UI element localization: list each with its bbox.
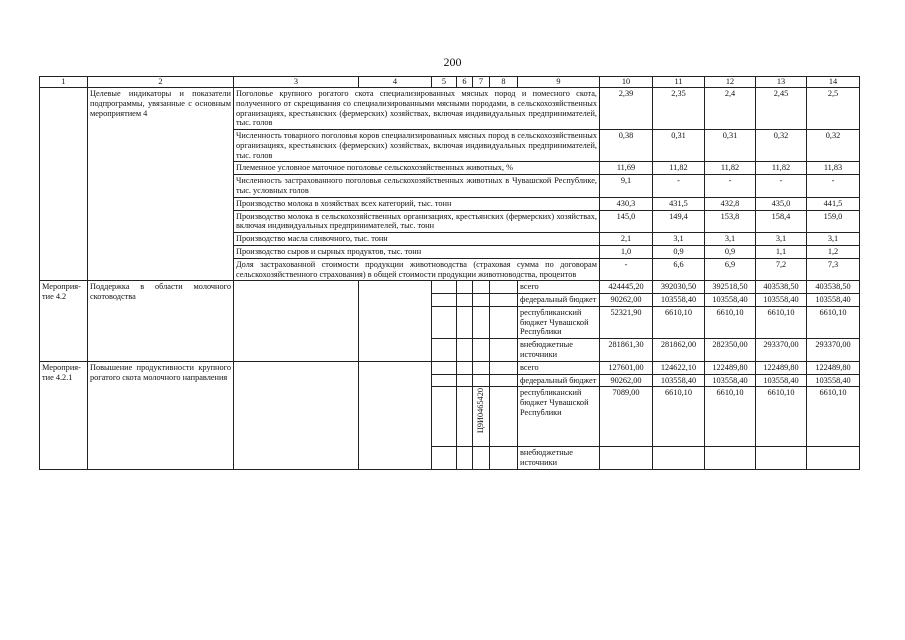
funding-value: 403538,50 bbox=[756, 281, 807, 294]
code-cell bbox=[473, 294, 490, 307]
funding-source: федеральный бюджет bbox=[518, 294, 600, 307]
measure-row bbox=[40, 281, 860, 294]
funding-value: 103558,40 bbox=[653, 294, 705, 307]
funding-value: 90262,00 bbox=[600, 294, 653, 307]
indicator-value: 11,82 bbox=[705, 162, 756, 175]
funding-source: всего bbox=[518, 361, 600, 374]
funding-value bbox=[807, 447, 860, 470]
indicator-value: 0,38 bbox=[600, 130, 653, 162]
measure-code: Мероприятие 4.2.1 bbox=[40, 361, 88, 469]
indicator-value: 11,69 bbox=[600, 162, 653, 175]
budget-code: Ц9И0465420 bbox=[476, 388, 486, 434]
indicator-value: 432,8 bbox=[705, 197, 756, 210]
measure-code: Мероприятие 4.2 bbox=[40, 281, 88, 361]
indicator-value: 0,32 bbox=[807, 130, 860, 162]
funding-value: 103558,40 bbox=[705, 294, 756, 307]
code-cell bbox=[490, 361, 518, 374]
indicator-value: 3,1 bbox=[705, 233, 756, 246]
funding-value bbox=[653, 447, 705, 470]
code-cell bbox=[490, 447, 518, 470]
header-cell: 4 bbox=[359, 77, 432, 88]
funding-value: 124622,10 bbox=[653, 361, 705, 374]
code-cell bbox=[457, 447, 473, 470]
measure-title: Поддержка в области молочного скотоводства bbox=[88, 281, 234, 361]
funding-source: республиканский бюджет Чувашской Республики bbox=[518, 306, 600, 338]
code-cell bbox=[473, 306, 490, 338]
code-cell bbox=[490, 281, 518, 294]
indicator-value: 1,2 bbox=[807, 245, 860, 258]
indicator-value: 441,5 bbox=[807, 197, 860, 210]
indicator-name: Производство молока в хозяйствах всех категорий, тыс. тонн bbox=[234, 197, 600, 210]
funding-value: 6610,10 bbox=[705, 306, 756, 338]
funding-source: республиканский бюджет Чувашской Республики bbox=[518, 387, 600, 447]
indicator-value: 7,3 bbox=[807, 258, 860, 281]
code-cell bbox=[473, 281, 490, 294]
funding-value: 103558,40 bbox=[653, 374, 705, 387]
funding-value: 103558,40 bbox=[756, 294, 807, 307]
funding-value: 293370,00 bbox=[807, 339, 860, 362]
code-cell bbox=[432, 306, 457, 338]
header-cell: 2 bbox=[88, 77, 234, 88]
header-cell: 3 bbox=[234, 77, 359, 88]
header-cell: 12 bbox=[705, 77, 756, 88]
responsible-cell bbox=[234, 281, 359, 361]
indicator-value: - bbox=[600, 258, 653, 281]
responsible-cell bbox=[234, 361, 359, 469]
budget-code-cell bbox=[473, 387, 490, 447]
indicator-row bbox=[40, 88, 860, 130]
funding-value: 90262,00 bbox=[600, 374, 653, 387]
indicator-value: - bbox=[756, 175, 807, 198]
funding-value: 6610,10 bbox=[756, 306, 807, 338]
code-cell bbox=[432, 374, 457, 387]
indicator-name: Производство молока в сельскохозяйственных организациях, крестьянских (фермерских) хозяйствах, включая индивидуальных предпринимателей, тыс. тонн bbox=[234, 210, 600, 233]
funding-value: 103558,40 bbox=[807, 374, 860, 387]
funding-value: 103558,40 bbox=[756, 374, 807, 387]
indicator-value: - bbox=[653, 175, 705, 198]
indicator-value: 3,1 bbox=[756, 233, 807, 246]
indicator-value: 3,1 bbox=[653, 233, 705, 246]
code-cell bbox=[473, 447, 490, 470]
funding-value: 281861,30 bbox=[600, 339, 653, 362]
funding-value: 282350,00 bbox=[705, 339, 756, 362]
code-cell bbox=[457, 339, 473, 362]
indicator-value: 11,82 bbox=[756, 162, 807, 175]
indicator-value: 2,4 bbox=[705, 88, 756, 130]
funding-value: 392518,50 bbox=[705, 281, 756, 294]
funding-source: внебюджетные источники bbox=[518, 447, 600, 470]
indicator-name: Производство масла сливочного, тыс. тонн bbox=[234, 233, 600, 246]
code-cell bbox=[457, 306, 473, 338]
indicator-name: Численность застрахованного поголовья сельскохозяйственных животных в Чувашской Республике, тыс. условных голов bbox=[234, 175, 600, 198]
code-cell bbox=[432, 294, 457, 307]
indicator-value: - bbox=[705, 175, 756, 198]
code-cell bbox=[473, 374, 490, 387]
funding-value: 103558,40 bbox=[705, 374, 756, 387]
code-cell bbox=[457, 387, 473, 447]
funding-value: 122489,80 bbox=[807, 361, 860, 374]
code-cell bbox=[432, 387, 457, 447]
indicator-name: Производство сыров и сырных продуктов, тыс. тонн bbox=[234, 245, 600, 258]
funding-source: внебюджетные источники bbox=[518, 339, 600, 362]
indicator-value: 1,1 bbox=[756, 245, 807, 258]
indicator-value: 7,2 bbox=[756, 258, 807, 281]
indicator-value: 0,9 bbox=[705, 245, 756, 258]
indicator-value: 6,9 bbox=[705, 258, 756, 281]
indicator-value: 149,4 bbox=[653, 210, 705, 233]
code-cell bbox=[457, 361, 473, 374]
funding-value: 6610,10 bbox=[653, 387, 705, 447]
funding-value: 7089,00 bbox=[600, 387, 653, 447]
indicator-group-title: Целевые индикаторы и показатели подпрограммы, увязанные с основным мероприятием 4 bbox=[88, 88, 234, 281]
indicator-value: 1,0 bbox=[600, 245, 653, 258]
indicator-value: 153,8 bbox=[705, 210, 756, 233]
code-cell bbox=[457, 294, 473, 307]
code-cell bbox=[473, 339, 490, 362]
indicator-value: 2,45 bbox=[756, 88, 807, 130]
code-cell bbox=[490, 374, 518, 387]
indicator-value: 6,6 bbox=[653, 258, 705, 281]
header-cell: 6 bbox=[457, 77, 473, 88]
indicator-name: Поголовье крупного рогатого скота специализированных мясных пород и помесного скота, полученного от скрещивания со специализированными мясными породами, в сельскохозяйственных организациях, крестьянских (фермерских) хозяйствах, включая индивидуальных предпринимателей, тыс. голов bbox=[234, 88, 600, 130]
indicator-name: Племенное условное маточное поголовье сельскохозяйственных животных, % bbox=[234, 162, 600, 175]
code-cell bbox=[432, 339, 457, 362]
indicator-value: 11,83 bbox=[807, 162, 860, 175]
header-cell: 11 bbox=[653, 77, 705, 88]
funding-value: 6610,10 bbox=[705, 387, 756, 447]
indicator-value: 2,5 bbox=[807, 88, 860, 130]
header-cell: 1 bbox=[40, 77, 88, 88]
funding-value: 392030,50 bbox=[653, 281, 705, 294]
indicator-value: 435,0 bbox=[756, 197, 807, 210]
funding-value: 424445,20 bbox=[600, 281, 653, 294]
code-cell bbox=[432, 447, 457, 470]
measure-title: Повышение продуктивности крупного рогатого скота молочного направления bbox=[88, 361, 234, 469]
indicator-value: 0,9 bbox=[653, 245, 705, 258]
indicator-value: 145,0 bbox=[600, 210, 653, 233]
funding-value bbox=[705, 447, 756, 470]
funding-value bbox=[600, 447, 653, 470]
indicator-group-col1 bbox=[40, 88, 88, 281]
indicator-name: Численность товарного поголовья коров специализированных мясных пород в сельскохозяйственных организациях, крестьянских (фермерских) хозяйствах, включая индивидуальных предпринимателей, тыс. голов bbox=[234, 130, 600, 162]
indicator-value: 2,35 bbox=[653, 88, 705, 130]
code-cell bbox=[490, 306, 518, 338]
code-cell bbox=[490, 339, 518, 362]
indicator-value: 9,1 bbox=[600, 175, 653, 198]
funding-value: 122489,80 bbox=[705, 361, 756, 374]
header-cell: 7 bbox=[473, 77, 490, 88]
indicator-value: 2,39 bbox=[600, 88, 653, 130]
funding-source: всего bbox=[518, 281, 600, 294]
funding-value: 293370,00 bbox=[756, 339, 807, 362]
program-table bbox=[39, 76, 860, 470]
code-cell bbox=[457, 374, 473, 387]
indicator-value: - bbox=[807, 175, 860, 198]
funding-value: 6610,10 bbox=[756, 387, 807, 447]
indicator-value: 158,4 bbox=[756, 210, 807, 233]
page-number: 200 bbox=[443, 55, 462, 69]
indicator-value: 11,82 bbox=[653, 162, 705, 175]
funding-value: 103558,40 bbox=[807, 294, 860, 307]
funding-value: 6610,10 bbox=[807, 387, 860, 447]
funding-value: 127601,00 bbox=[600, 361, 653, 374]
code-cell bbox=[490, 387, 518, 447]
co-executor-cell bbox=[359, 361, 432, 469]
code-cell bbox=[457, 281, 473, 294]
measure-row bbox=[40, 361, 860, 374]
indicator-value: 0,32 bbox=[756, 130, 807, 162]
indicator-value: 159,0 bbox=[807, 210, 860, 233]
indicator-value: 0,31 bbox=[653, 130, 705, 162]
code-cell bbox=[490, 294, 518, 307]
indicator-value: 0,31 bbox=[705, 130, 756, 162]
code-cell bbox=[432, 281, 457, 294]
indicator-value: 430,3 bbox=[600, 197, 653, 210]
co-executor-cell bbox=[359, 281, 432, 361]
header-cell: 10 bbox=[600, 77, 653, 88]
header-cell: 14 bbox=[807, 77, 860, 88]
header-cell: 5 bbox=[432, 77, 457, 88]
funding-value: 6610,10 bbox=[807, 306, 860, 338]
header-cell: 13 bbox=[756, 77, 807, 88]
funding-value: 281862,00 bbox=[653, 339, 705, 362]
indicator-name: Доля застрахованной стоимости продукции животноводства (страховая сумма по договорам сельскохозяйственного страхования) в общей стоимости продукции животноводства, процентов bbox=[234, 258, 600, 281]
indicator-value: 3,1 bbox=[807, 233, 860, 246]
header-row bbox=[40, 77, 860, 88]
header-cell: 9 bbox=[518, 77, 600, 88]
funding-value: 6610,10 bbox=[653, 306, 705, 338]
indicator-value: 2,1 bbox=[600, 233, 653, 246]
indicator-value: 431,5 bbox=[653, 197, 705, 210]
funding-value: 122489,80 bbox=[756, 361, 807, 374]
code-cell bbox=[432, 361, 457, 374]
funding-source: федеральный бюджет bbox=[518, 374, 600, 387]
code-cell bbox=[473, 361, 490, 374]
funding-value: 403538,50 bbox=[807, 281, 860, 294]
funding-value bbox=[756, 447, 807, 470]
funding-value: 52321,90 bbox=[600, 306, 653, 338]
header-cell: 8 bbox=[490, 77, 518, 88]
